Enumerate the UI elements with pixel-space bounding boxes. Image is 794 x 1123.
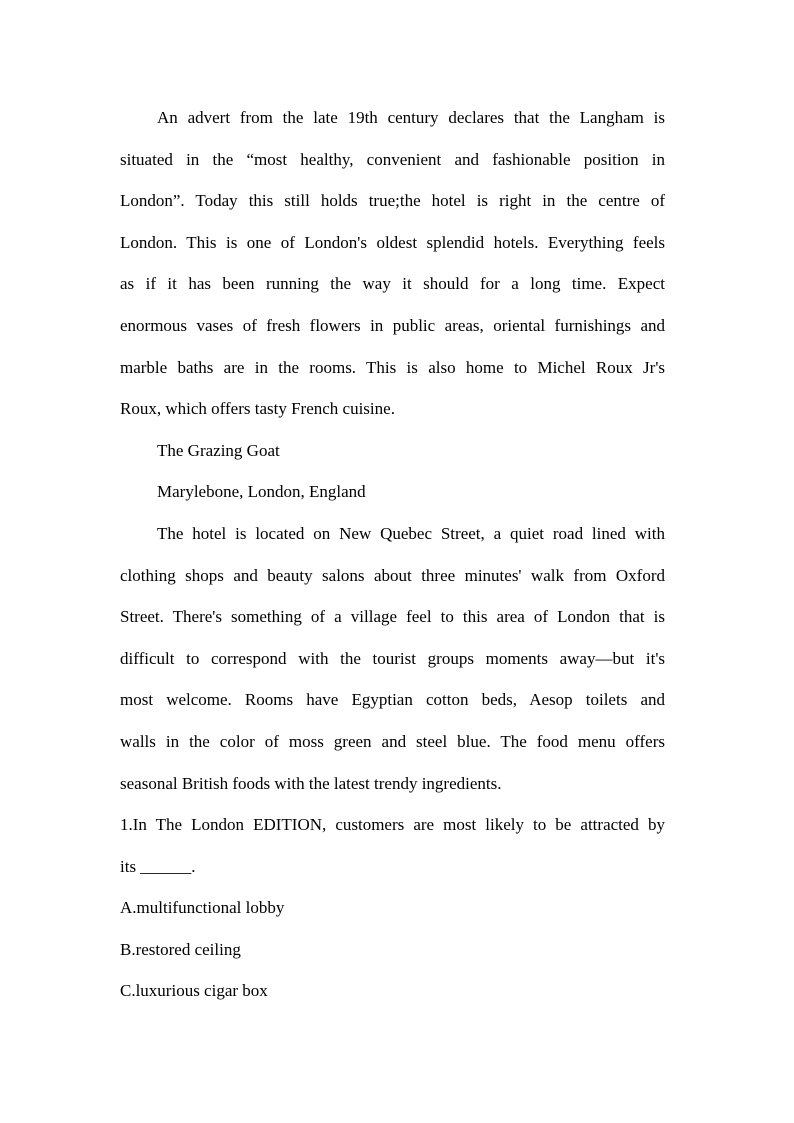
paragraph-line: Roux, which offers tasty French cuisine. — [120, 399, 395, 419]
paragraph-line: seasonal British foods with the latest trendy ingredients. — [120, 773, 502, 793]
paragraph-line: London. This is one of London's oldest splendid hotels. Everything feels — [120, 232, 665, 252]
paragraph-line: marble baths are in the rooms. This is also home to Michel Roux Jr's — [120, 357, 665, 377]
paragraph-line: walls in the color of moss green and steel blue. The food menu offers — [120, 731, 665, 751]
question-stem-line: its ______. — [120, 856, 196, 876]
paragraph-line: The hotel is located on New Quebec Street, a quiet road lined with — [157, 523, 665, 543]
document-page — [120, 97, 665, 1012]
question-stem-line: 1.In The London EDITION, customers are most likely to be attracted by — [120, 815, 665, 835]
hotel-location: Marylebone, London, England — [157, 482, 366, 502]
paragraph-line: most welcome. Rooms have Egyptian cotton beds, Aesop toilets and — [120, 690, 665, 710]
paragraph-line: enormous vases of fresh flowers in public areas, oriental furnishings and — [120, 315, 665, 335]
answer-option-c: C.luxurious cigar box — [120, 981, 268, 1001]
grazing-goat-paragraph — [120, 513, 665, 804]
answer-option-b: B.restored ceiling — [120, 939, 241, 959]
question-1 — [120, 804, 665, 1012]
langham-paragraph — [120, 97, 665, 430]
answer-option-a: A.multifunctional lobby — [120, 898, 285, 918]
paragraph-line: situated in the “most healthy, convenient and fashionable position in — [120, 149, 665, 169]
paragraph-line: as if it has been running the way it should for a long time. Expect — [120, 274, 665, 294]
paragraph-line: An advert from the late 19th century declares that the Langham is — [157, 108, 665, 127]
paragraph-line: London”. Today this still holds true;the hotel is right in the centre of — [120, 191, 665, 211]
paragraph-line: Street. There's something of a village feel to this area of London that is — [120, 607, 665, 627]
hotel-name-heading: The Grazing Goat — [157, 440, 280, 460]
paragraph-line: clothing shops and beauty salons about three minutes' walk from Oxford — [120, 565, 665, 585]
paragraph-line: difficult to correspond with the tourist groups moments away—but it's — [120, 648, 665, 668]
